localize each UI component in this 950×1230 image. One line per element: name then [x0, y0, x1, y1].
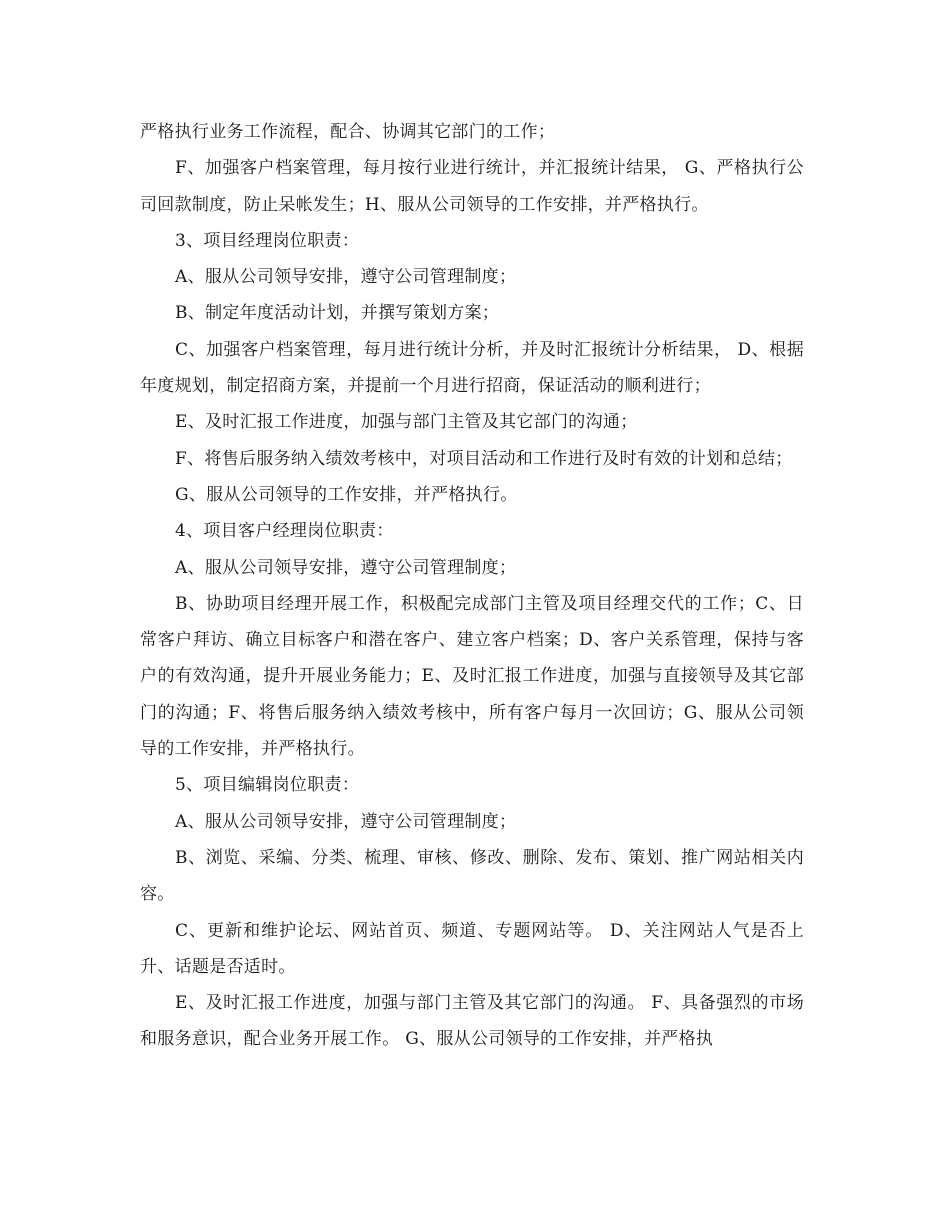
paragraph: C、加强客户档案管理，每月进行统计分析，并及时汇报统计分析结果， D、根据年度规划，制定招商方案，并提前一个月进行招商，保证活动的顺利进行； — [140, 339, 804, 397]
paragraph: B、制定年度活动计划，并撰写策划方案； — [175, 303, 500, 324]
paragraph: C、更新和维护论坛、网站首页、频道、专题网站等。 D、关注网站人气是否上升、话题是否适时。 — [140, 920, 804, 977]
paragraph: F、加强客户档案管理，每月按行业进行统计，并汇报统计结果， G、严格执行公司回款制度，防止呆帐发生；H、服从公司领导的工作安排，并严格执行。 — [140, 158, 804, 215]
paragraph: B、浏览、采编、分类、梳理、审核、修改、删除、发布、策划、推广网站相关内容。 — [140, 847, 804, 905]
paragraph: F、将售后服务纳入绩效考核中，对项目活动和工作进行及时有效的计划和总结； — [175, 448, 793, 469]
paragraph: G、服从公司领导的工作安排，并严格执行。 — [175, 484, 518, 505]
paragraph: 严格执行业务工作流程，配合、协调其它部门的工作； — [140, 122, 556, 142]
paragraph: E、及时汇报工作进度，加强与部门主管及其它部门的沟通； — [175, 412, 638, 433]
section-heading: 4、项目客户经理岗位职责： — [175, 521, 394, 542]
paragraph: B、协助项目经理开展工作，积极配完成部门主管及项目经理交代的工作；C、日常客户拜访、确立目标客户和潜在客户、建立客户档案；D、客户关系管理，保持与客户的有效沟通，提升开展业务能力；E、及时汇报工作进度，加强与直接领导及其它部门的沟通；F、将售后服务纳入绩效考核中，所有客户每月一次回访；G、服从公司领导的工作安排，并严格执行。 — [140, 593, 804, 760]
paragraph: A、服从公司领导安排，遵守公司管理制度； — [175, 267, 517, 288]
paragraph: E、及时汇报工作进度，加强与部门主管及其它部门的沟通。 F、具备强烈的市场和服务意识，配合业务开展工作。 G、服从公司领导的工作安排，并严格执 — [140, 993, 804, 1050]
paragraph: A、服从公司领导安排，遵守公司管理制度； — [175, 811, 517, 832]
section-heading: 5、项目编辑岗位职责： — [175, 775, 360, 796]
document-body — [140, 114, 804, 1058]
paragraph: A、服从公司领导安排，遵守公司管理制度； — [175, 557, 517, 578]
section-heading: 3、项目经理岗位职责： — [175, 230, 360, 251]
